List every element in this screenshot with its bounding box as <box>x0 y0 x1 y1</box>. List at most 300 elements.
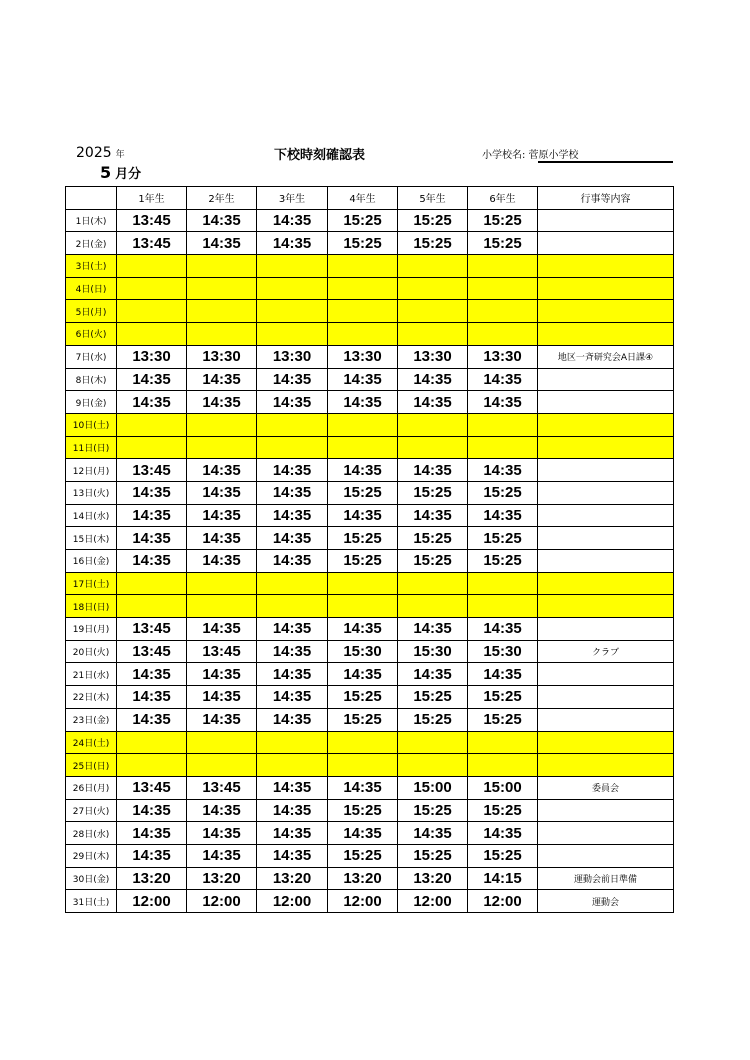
date-cell: 13日(火) <box>66 481 117 504</box>
dismissal-time-grade-2: 14:35 <box>187 504 257 527</box>
dismissal-time-grade-2 <box>187 255 257 278</box>
dismissal-time-grade-5: 14:35 <box>398 822 468 845</box>
dismissal-time-grade-6 <box>468 754 538 777</box>
dismissal-time-grade-1: 14:35 <box>117 481 187 504</box>
dismissal-time-grade-1 <box>117 277 187 300</box>
dismissal-time-grade-2 <box>187 572 257 595</box>
table-row <box>66 799 674 822</box>
dismissal-time-grade-6: 14:35 <box>468 391 538 414</box>
table-row <box>66 686 674 709</box>
dismissal-time-grade-5: 15:25 <box>398 844 468 867</box>
dismissal-time-grade-3 <box>257 323 328 346</box>
dismissal-time-grade-1: 13:45 <box>117 776 187 799</box>
page-title: 下校時刻確認表 <box>274 148 366 163</box>
dismissal-time-grade-4 <box>328 595 398 618</box>
header-cell-grade-6: 6年生 <box>468 187 538 210</box>
dismissal-time-grade-3: 14:35 <box>257 527 328 550</box>
dismissal-time-grade-4 <box>328 754 398 777</box>
table-row-holiday <box>66 595 674 618</box>
date-cell: 14日(水) <box>66 504 117 527</box>
event-cell: クラブ <box>538 640 674 663</box>
date-cell: 19日(月) <box>66 618 117 641</box>
dismissal-time-grade-4: 14:35 <box>328 391 398 414</box>
dismissal-time-grade-2 <box>187 595 257 618</box>
dismissal-time-grade-2: 14:35 <box>187 822 257 845</box>
dismissal-time-grade-5: 12:00 <box>398 890 468 913</box>
dismissal-time-grade-4: 15:30 <box>328 640 398 663</box>
dismissal-time-grade-4: 13:20 <box>328 867 398 890</box>
month-unit: 月分 <box>115 167 142 182</box>
dismissal-time-grade-6 <box>468 277 538 300</box>
dismissal-time-grade-2: 14:35 <box>187 844 257 867</box>
date-cell: 26日(月) <box>66 776 117 799</box>
dismissal-time-grade-3: 13:30 <box>257 345 328 368</box>
dismissal-time-grade-3: 14:35 <box>257 663 328 686</box>
dismissal-time-grade-6: 14:35 <box>468 504 538 527</box>
dismissal-time-grade-2: 14:35 <box>187 686 257 709</box>
event-cell <box>538 527 674 550</box>
date-cell: 8日(木) <box>66 368 117 391</box>
dismissal-time-grade-5 <box>398 300 468 323</box>
header-cell-day <box>66 187 117 210</box>
table-row-holiday <box>66 413 674 436</box>
dismissal-time-grade-3: 14:35 <box>257 209 328 232</box>
year-value: 2025 <box>76 145 112 161</box>
dismissal-time-grade-2: 14:35 <box>187 391 257 414</box>
date-cell: 28日(水) <box>66 822 117 845</box>
dismissal-time-grade-2 <box>187 413 257 436</box>
dismissal-time-grade-5: 15:00 <box>398 776 468 799</box>
dismissal-time-grade-2 <box>187 277 257 300</box>
dismissal-time-grade-6 <box>468 300 538 323</box>
dismissal-time-grade-1 <box>117 300 187 323</box>
dismissal-time-grade-5: 15:25 <box>398 708 468 731</box>
table-row <box>66 345 674 368</box>
dismissal-time-grade-4: 12:00 <box>328 890 398 913</box>
dismissal-time-grade-2: 14:35 <box>187 481 257 504</box>
dismissal-time-grade-6 <box>468 572 538 595</box>
table-row-holiday <box>66 572 674 595</box>
dismissal-time-grade-5 <box>398 595 468 618</box>
table-row <box>66 618 674 641</box>
event-cell <box>538 799 674 822</box>
dismissal-time-grade-1: 13:45 <box>117 640 187 663</box>
dismissal-time-grade-6: 15:25 <box>468 686 538 709</box>
date-cell: 7日(水) <box>66 345 117 368</box>
dismissal-time-grade-2 <box>187 731 257 754</box>
dismissal-time-grade-3: 14:35 <box>257 391 328 414</box>
dismissal-time-grade-4 <box>328 572 398 595</box>
dismissal-time-grade-1 <box>117 754 187 777</box>
dismissal-time-grade-3: 14:35 <box>257 799 328 822</box>
table-row <box>66 663 674 686</box>
date-cell: 10日(土) <box>66 413 117 436</box>
dismissal-time-grade-5: 15:30 <box>398 640 468 663</box>
dismissal-time-grade-3: 14:35 <box>257 368 328 391</box>
dismissal-time-grade-4: 14:35 <box>328 822 398 845</box>
dismissal-time-grade-4: 14:35 <box>328 368 398 391</box>
dismissal-time-grade-1: 14:35 <box>117 663 187 686</box>
dismissal-time-grade-3 <box>257 595 328 618</box>
date-cell: 25日(日) <box>66 754 117 777</box>
dismissal-time-grade-5: 13:20 <box>398 867 468 890</box>
event-cell: 委員会 <box>538 776 674 799</box>
event-cell <box>538 595 674 618</box>
dismissal-time-grade-5 <box>398 436 468 459</box>
date-cell: 16日(金) <box>66 550 117 573</box>
table-row-holiday <box>66 300 674 323</box>
event-cell <box>538 481 674 504</box>
dismissal-time-grade-4: 15:25 <box>328 708 398 731</box>
school-name: 小学校名: 菅原小学校 <box>482 150 579 161</box>
dismissal-time-grade-6: 15:00 <box>468 776 538 799</box>
dismissal-time-grade-3: 14:35 <box>257 776 328 799</box>
dismissal-time-grade-3: 14:35 <box>257 459 328 482</box>
dismissal-time-grade-5: 15:25 <box>398 209 468 232</box>
dismissal-time-grade-6: 15:25 <box>468 527 538 550</box>
dismissal-time-grade-6: 14:15 <box>468 867 538 890</box>
dismissal-time-grade-5: 13:30 <box>398 345 468 368</box>
date-cell: 31日(土) <box>66 890 117 913</box>
event-cell <box>538 663 674 686</box>
event-cell <box>538 436 674 459</box>
dismissal-time-grade-6 <box>468 255 538 278</box>
dismissal-time-grade-1 <box>117 323 187 346</box>
dismissal-time-grade-2: 13:20 <box>187 867 257 890</box>
event-cell: 地区一斉研究会A日課④ <box>538 345 674 368</box>
dismissal-time-grade-3: 14:35 <box>257 822 328 845</box>
dismissal-time-grade-4 <box>328 413 398 436</box>
header-cell-events: 行事等内容 <box>538 187 674 210</box>
dismissal-time-grade-2: 12:00 <box>187 890 257 913</box>
dismissal-time-grade-6: 14:35 <box>468 822 538 845</box>
table-row <box>66 232 674 255</box>
dismissal-time-grade-4: 14:35 <box>328 663 398 686</box>
date-cell: 17日(土) <box>66 572 117 595</box>
event-cell <box>538 300 674 323</box>
table-row-holiday <box>66 255 674 278</box>
dismissal-time-grade-3: 14:35 <box>257 550 328 573</box>
dismissal-time-grade-3: 13:20 <box>257 867 328 890</box>
dismissal-time-grade-6: 14:35 <box>468 459 538 482</box>
dismissal-time-grade-5: 14:35 <box>398 663 468 686</box>
dismissal-time-grade-2: 14:35 <box>187 618 257 641</box>
date-cell: 30日(金) <box>66 867 117 890</box>
dismissal-time-grade-1: 14:35 <box>117 527 187 550</box>
dismissal-time-grade-6: 15:25 <box>468 799 538 822</box>
date-cell: 5日(月) <box>66 300 117 323</box>
dismissal-time-grade-6: 15:25 <box>468 708 538 731</box>
dismissal-time-grade-3: 14:35 <box>257 481 328 504</box>
month-label <box>100 163 141 182</box>
date-cell: 4日(日) <box>66 277 117 300</box>
dismissal-time-grade-6: 15:25 <box>468 232 538 255</box>
dismissal-time-grade-4: 15:25 <box>328 209 398 232</box>
date-cell: 11日(日) <box>66 436 117 459</box>
dismissal-time-grade-3 <box>257 731 328 754</box>
dismissal-time-grade-4: 14:35 <box>328 504 398 527</box>
event-cell <box>538 708 674 731</box>
school-name-underline <box>538 161 673 163</box>
dismissal-time-grade-3 <box>257 413 328 436</box>
table-row <box>66 368 674 391</box>
dismissal-time-grade-5 <box>398 413 468 436</box>
dismissal-time-grade-1: 14:35 <box>117 686 187 709</box>
table-row <box>66 708 674 731</box>
dismissal-time-grade-5: 15:25 <box>398 527 468 550</box>
date-cell: 22日(木) <box>66 686 117 709</box>
dismissal-time-grade-5: 14:35 <box>398 368 468 391</box>
dismissal-time-grade-1: 14:35 <box>117 550 187 573</box>
dismissal-time-grade-4: 15:25 <box>328 686 398 709</box>
dismissal-time-grade-6: 15:25 <box>468 844 538 867</box>
dismissal-time-grade-4 <box>328 277 398 300</box>
dismissal-time-grade-4: 15:25 <box>328 844 398 867</box>
dismissal-time-grade-2: 13:45 <box>187 640 257 663</box>
dismissal-time-grade-5 <box>398 731 468 754</box>
dismissal-time-grade-2 <box>187 754 257 777</box>
dismissal-time-grade-5: 15:25 <box>398 232 468 255</box>
table-body <box>66 209 674 912</box>
table-row <box>66 527 674 550</box>
dismissal-time-grade-6: 14:35 <box>468 663 538 686</box>
dismissal-time-table <box>65 186 674 913</box>
event-cell <box>538 255 674 278</box>
table-row <box>66 550 674 573</box>
dismissal-time-grade-6: 13:30 <box>468 345 538 368</box>
dismissal-time-grade-5: 14:35 <box>398 459 468 482</box>
dismissal-time-grade-5 <box>398 754 468 777</box>
dismissal-time-grade-1 <box>117 436 187 459</box>
dismissal-time-grade-1 <box>117 595 187 618</box>
dismissal-time-grade-2: 14:35 <box>187 708 257 731</box>
dismissal-time-grade-1: 13:45 <box>117 618 187 641</box>
date-cell: 27日(火) <box>66 799 117 822</box>
dismissal-time-grade-3 <box>257 255 328 278</box>
dismissal-time-grade-4 <box>328 731 398 754</box>
event-cell <box>538 618 674 641</box>
dismissal-time-grade-4: 14:35 <box>328 459 398 482</box>
event-cell <box>538 232 674 255</box>
dismissal-time-grade-1: 12:00 <box>117 890 187 913</box>
table-row <box>66 640 674 663</box>
dismissal-time-grade-5: 15:25 <box>398 799 468 822</box>
header-cell-grade-3: 3年生 <box>257 187 328 210</box>
dismissal-time-grade-6: 12:00 <box>468 890 538 913</box>
event-cell <box>538 368 674 391</box>
dismissal-time-grade-1: 14:35 <box>117 844 187 867</box>
dismissal-time-grade-2: 14:35 <box>187 459 257 482</box>
dismissal-time-grade-5 <box>398 323 468 346</box>
dismissal-time-grade-1: 13:45 <box>117 209 187 232</box>
dismissal-time-grade-4 <box>328 436 398 459</box>
table-row <box>66 481 674 504</box>
event-cell: 運動会 <box>538 890 674 913</box>
table-row <box>66 844 674 867</box>
dismissal-time-grade-1: 14:35 <box>117 708 187 731</box>
dismissal-time-grade-2: 14:35 <box>187 527 257 550</box>
header-cell-grade-2: 2年生 <box>187 187 257 210</box>
dismissal-time-grade-4: 13:30 <box>328 345 398 368</box>
dismissal-time-grade-3 <box>257 754 328 777</box>
event-cell <box>538 731 674 754</box>
dismissal-time-grade-5: 15:25 <box>398 481 468 504</box>
date-cell: 24日(土) <box>66 731 117 754</box>
dismissal-time-grade-1: 13:45 <box>117 232 187 255</box>
date-cell: 2日(金) <box>66 232 117 255</box>
dismissal-time-grade-6: 14:35 <box>468 618 538 641</box>
dismissal-time-grade-2: 13:45 <box>187 776 257 799</box>
dismissal-time-grade-4 <box>328 300 398 323</box>
header-cell-grade-5: 5年生 <box>398 187 468 210</box>
table-row <box>66 890 674 913</box>
dismissal-time-grade-2: 13:30 <box>187 345 257 368</box>
dismissal-time-grade-5: 14:35 <box>398 391 468 414</box>
table-row <box>66 822 674 845</box>
table-row <box>66 209 674 232</box>
dismissal-time-grade-2 <box>187 436 257 459</box>
table-row-holiday <box>66 731 674 754</box>
dismissal-time-grade-1: 13:30 <box>117 345 187 368</box>
dismissal-time-grade-5 <box>398 255 468 278</box>
dismissal-time-grade-3: 14:35 <box>257 232 328 255</box>
dismissal-time-grade-4: 15:25 <box>328 550 398 573</box>
dismissal-time-grade-1 <box>117 572 187 595</box>
dismissal-time-grade-4: 14:35 <box>328 776 398 799</box>
header-cell-grade-1: 1年生 <box>117 187 187 210</box>
event-cell <box>538 413 674 436</box>
dismissal-time-grade-1: 13:20 <box>117 867 187 890</box>
dismissal-time-grade-3: 14:35 <box>257 618 328 641</box>
date-cell: 23日(金) <box>66 708 117 731</box>
dismissal-time-grade-3 <box>257 436 328 459</box>
dismissal-time-grade-5: 15:25 <box>398 550 468 573</box>
dismissal-time-grade-2: 14:35 <box>187 550 257 573</box>
dismissal-time-grade-3: 14:35 <box>257 844 328 867</box>
dismissal-time-grade-4: 14:35 <box>328 618 398 641</box>
dismissal-time-grade-6 <box>468 413 538 436</box>
dismissal-time-grade-6 <box>468 436 538 459</box>
event-cell <box>538 209 674 232</box>
dismissal-time-grade-4: 15:25 <box>328 799 398 822</box>
event-cell <box>538 550 674 573</box>
date-cell: 6日(火) <box>66 323 117 346</box>
table-row <box>66 459 674 482</box>
dismissal-time-grade-1: 13:45 <box>117 459 187 482</box>
dismissal-time-grade-1: 14:35 <box>117 799 187 822</box>
dismissal-time-grade-5: 15:25 <box>398 686 468 709</box>
dismissal-time-grade-5: 14:35 <box>398 618 468 641</box>
year-unit: 年 <box>115 150 125 160</box>
dismissal-time-grade-6: 15:25 <box>468 481 538 504</box>
dismissal-time-grade-6: 15:25 <box>468 209 538 232</box>
table-row-holiday <box>66 277 674 300</box>
dismissal-time-grade-1 <box>117 731 187 754</box>
dismissal-time-grade-5: 14:35 <box>398 504 468 527</box>
event-cell <box>538 391 674 414</box>
table-row <box>66 504 674 527</box>
dismissal-time-grade-4: 15:25 <box>328 527 398 550</box>
dismissal-time-grade-3: 14:35 <box>257 640 328 663</box>
dismissal-time-grade-2: 14:35 <box>187 663 257 686</box>
event-cell <box>538 277 674 300</box>
dismissal-time-grade-1: 14:35 <box>117 822 187 845</box>
dismissal-time-grade-3: 14:35 <box>257 686 328 709</box>
date-cell: 1日(木) <box>66 209 117 232</box>
dismissal-time-grade-3 <box>257 572 328 595</box>
date-cell: 12日(月) <box>66 459 117 482</box>
dismissal-time-grade-2 <box>187 300 257 323</box>
dismissal-time-grade-3 <box>257 277 328 300</box>
table-row <box>66 391 674 414</box>
dismissal-time-grade-2 <box>187 323 257 346</box>
event-cell <box>538 686 674 709</box>
dismissal-time-grade-1: 14:35 <box>117 391 187 414</box>
dismissal-time-grade-4 <box>328 323 398 346</box>
table-row <box>66 867 674 890</box>
date-cell: 29日(木) <box>66 844 117 867</box>
dismissal-time-grade-6: 14:35 <box>468 368 538 391</box>
event-cell: 運動会前日準備 <box>538 867 674 890</box>
table-row-holiday <box>66 754 674 777</box>
dismissal-time-grade-2: 14:35 <box>187 209 257 232</box>
dismissal-time-grade-6 <box>468 323 538 346</box>
dismissal-time-grade-1: 14:35 <box>117 368 187 391</box>
event-cell <box>538 572 674 595</box>
table-row <box>66 776 674 799</box>
date-cell: 3日(土) <box>66 255 117 278</box>
dismissal-time-grade-6: 15:30 <box>468 640 538 663</box>
table-row-holiday <box>66 436 674 459</box>
dismissal-time-grade-1: 14:35 <box>117 504 187 527</box>
dismissal-time-grade-2: 14:35 <box>187 799 257 822</box>
date-cell: 15日(木) <box>66 527 117 550</box>
table-header <box>66 187 674 210</box>
dismissal-time-grade-5 <box>398 572 468 595</box>
dismissal-time-grade-4 <box>328 255 398 278</box>
dismissal-time-grade-1 <box>117 255 187 278</box>
event-cell <box>538 459 674 482</box>
date-cell: 9日(金) <box>66 391 117 414</box>
dismissal-time-grade-5 <box>398 277 468 300</box>
event-cell <box>538 822 674 845</box>
dismissal-time-grade-3: 14:35 <box>257 504 328 527</box>
dismissal-time-grade-4: 15:25 <box>328 232 398 255</box>
year-label <box>76 145 125 161</box>
event-cell <box>538 754 674 777</box>
dismissal-time-grade-6 <box>468 731 538 754</box>
event-cell <box>538 844 674 867</box>
dismissal-time-grade-2: 14:35 <box>187 368 257 391</box>
date-cell: 18日(日) <box>66 595 117 618</box>
header-cell-grade-4: 4年生 <box>328 187 398 210</box>
dismissal-time-grade-6 <box>468 595 538 618</box>
header-row <box>66 187 674 210</box>
dismissal-time-grade-2: 14:35 <box>187 232 257 255</box>
table-row-holiday <box>66 323 674 346</box>
date-cell: 21日(水) <box>66 663 117 686</box>
dismissal-time-grade-3: 14:35 <box>257 708 328 731</box>
dismissal-time-grade-4: 15:25 <box>328 481 398 504</box>
date-cell: 20日(火) <box>66 640 117 663</box>
month-value: 5 <box>100 163 112 182</box>
dismissal-time-grade-3 <box>257 300 328 323</box>
event-cell <box>538 504 674 527</box>
dismissal-time-grade-3: 12:00 <box>257 890 328 913</box>
dismissal-time-grade-6: 15:25 <box>468 550 538 573</box>
dismissal-time-grade-1 <box>117 413 187 436</box>
event-cell <box>538 323 674 346</box>
